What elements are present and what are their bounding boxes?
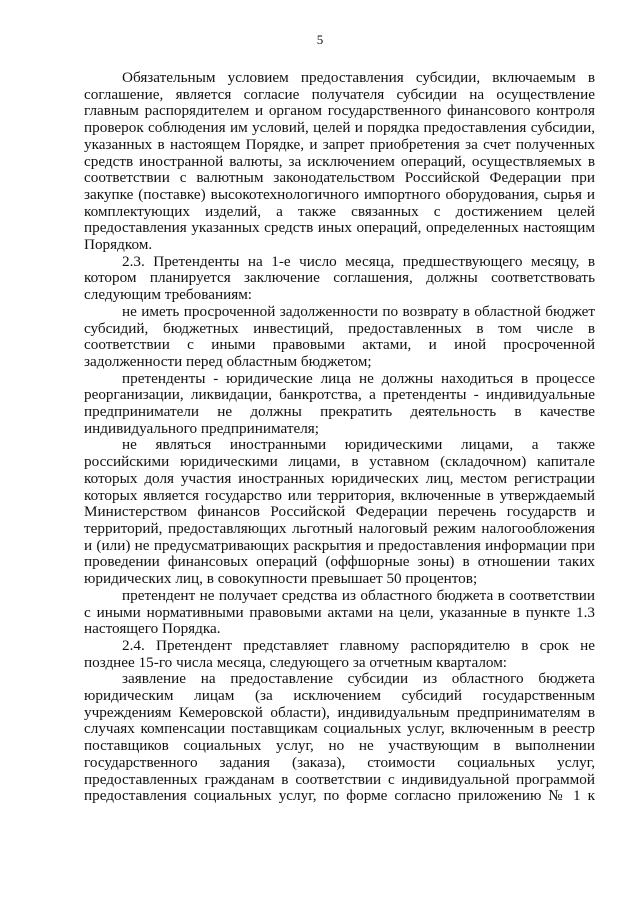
paragraph-no-other-funds: претендент не получает средства из областного бюджета в соответствии с иными нормативными правовыми актами на цели, указанные в пункте 1.3 настоящего Порядка. <box>84 586 595 638</box>
paragraph-application: заявление на предоставление субсидии из областного бюджета юридическим лицам (за исключением субсидий государственным учреждениям Кемеровской области), индивидуальным предпринимателям в случаях компенсации поставщикам социальных услуг, включенным в реестр поставщиков социальных услуг, но не участвующим в выполнении государственного задания (заказа), стоимости социальных услуг, предоставленных гражданам в соответствии с индивидуальной программой предоставления социальных услуг, по форме согласно приложению № 1 к <box>84 670 595 805</box>
paragraph-no-reorganization: претенденты - юридические лица не должны находиться в процессе реорганизации, ликвидации, банкротства, а претенденты - индивидуальные предприниматели не должны прекратить деятельность в качестве индивидуального предпринимателя; <box>84 369 595 437</box>
page-number: 5 <box>316 32 324 47</box>
paragraph-not-foreign-entity: не являться иностранными юридическими лицами, а также российскими юридическими лицами, в уставном (складочном) капитале которых доля участия иностранных юридических лиц, местом регистрации которых является государство или территория, включенные в утверждаемый Министерством финансов Российской Федерации перечень государств и территорий, предоставляющих льготный налоговый режим налогообложения и (или) не предусматривающих раскрытия и предоставления информации при проведении финансовых операций (оффшорные зоны) в отношении таких юридических лиц, в совокупности превышает 50 процентов; <box>84 436 595 588</box>
paragraph-section-2-4: 2.4. Претендент представляет главному распорядителю в срок не позднее 15-го числа месяца, следующего за отчетным кварталом: <box>84 636 595 671</box>
paragraph-subsidy-condition: Обязательным условием предоставления субсидии, включаемым в соглашение, является согласие получателя субсидии на осуществление главным распорядителем и органом государственного финансового контроля проверок соблюдения им условий, целей и порядка предоставления субсидии, указанных в настоящем Порядке, и запрет приобретения за счет полученных средств иностранной валюты, за исключением операций, осуществляемых в соответствии с валютным законодательством Российской Федерации при закупке (поставке) высокотехнологичного импортного оборудования, сырья и комплектующих изделий, а также связанных с достижением целей предоставления указанных средств иных операций, определенных настоящим Порядком. <box>84 69 595 254</box>
document-body <box>84 70 595 805</box>
paragraph-section-2-3: 2.3. Претенденты на 1-е число месяца, предшествующего месяцу, в котором планируется заключение соглашения, должны соответствовать следующим требованиям: <box>84 252 595 304</box>
paragraph-no-overdue-debt: не иметь просроченной задолженности по возврату в областной бюджет субсидий, бюджетных инвестиций, предоставленных в том числе в соответствии с иными правовыми актами, и иной просроченной задолженности перед областным бюджетом; <box>84 302 595 370</box>
